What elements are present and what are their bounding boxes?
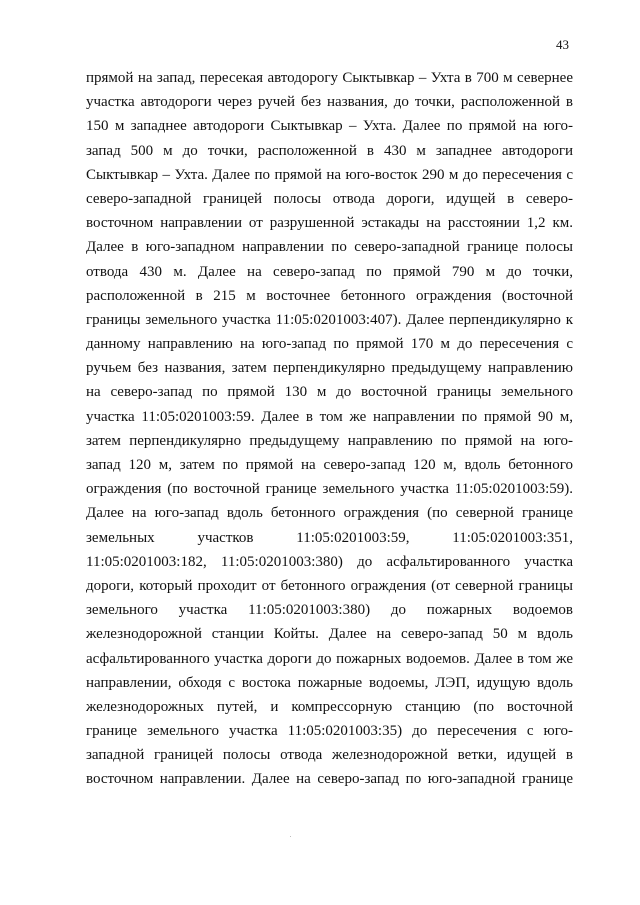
text-line: границы земельного участка 11:05:0201003:407). Далее перпендикулярно к [86, 311, 573, 328]
text-line: данному направлению на юго-запад по прямой 170 м до пересечения с [86, 336, 573, 353]
text-line: железнодорожных путей, и компрессорную станцию (по восточной [86, 698, 573, 715]
text-line: 11:05:0201003:182, 11:05:0201003:380) до асфальтированного участка [86, 553, 573, 570]
page-number: 43 [556, 37, 569, 52]
text-line: 150 м западнее автодороги Сыктывкар – Ухта. Далее по прямой на юго- [86, 118, 573, 135]
text-line: ручьем без названия, затем перпендикулярно предыдущему направлению [86, 360, 573, 377]
text-line: земельного участка 11:05:0201003:380) до пожарных водоемов [86, 602, 573, 619]
text-line: расположенной в 215 м восточнее бетонного ограждения (восточной [86, 287, 573, 304]
text-line: западной границей полосы отвода железнодорожной ветки, идущей в [86, 747, 573, 764]
text-line: Сыктывкар – Ухта. Далее по прямой на юго-восток 290 м до пересечения с [86, 166, 573, 183]
text-line: ограждения (по восточной границе земельного участка 11:05:0201003:59). [86, 481, 573, 498]
text-line: границе земельного участка 11:05:0201003:35) до пересечения с юго- [86, 723, 573, 740]
body-text [86, 66, 573, 792]
text-line: восточном направлении от разрушенной эстакады на расстоянии 1,2 км. [86, 215, 573, 232]
text-line: северо-западной границей полосы отвода дороги, идущей в северо- [86, 190, 573, 207]
text-line: железнодорожной станции Койты. Далее на северо-запад 50 м вдоль [86, 626, 573, 643]
scan-speck [290, 836, 291, 837]
text-line: асфальтированного участка дороги до пожарных водоемов. Далее в том же [86, 650, 573, 667]
text-line: земельных участков 11:05:0201003:59, 11:05:0201003:351, [86, 529, 573, 546]
text-line: Далее в юго-западном направлении по северо-западной границе полосы [86, 239, 573, 256]
text-line: восточном направлении. Далее на северо-запад по юго-западной границе [86, 771, 573, 788]
text-line: дороги, который проходит от бетонного ограждения (от северной границы [86, 577, 573, 594]
text-line: отвода 430 м. Далее на северо-запад по прямой 790 м до точки, [86, 263, 573, 280]
text-line: участка автодороги через ручей без названия, до точки, расположенной в [86, 94, 573, 111]
text-line: на северо-запад по прямой 130 м до восточной границы земельного [86, 384, 573, 401]
text-line: участка 11:05:0201003:59. Далее в том же направлении по прямой 90 м, [86, 408, 573, 425]
text-line: направлении, обходя с востока пожарные водоемы, ЛЭП, идущую вдоль [86, 674, 573, 691]
text-line: запад 500 м до точки, расположенной в 430 м западнее автодороги [86, 142, 573, 159]
text-line: затем перпендикулярно предыдущему направлению по прямой на юго- [86, 432, 573, 449]
text-line: Далее на юго-запад вдоль бетонного ограждения (по северной границе [86, 505, 573, 522]
text-line: прямой на запад, пересекая автодорогу Сыктывкар – Ухта в 700 м севернее [86, 70, 573, 86]
text-line: запад 120 м, затем по прямой на северо-запад 120 м, вдоль бетонного [86, 457, 573, 473]
